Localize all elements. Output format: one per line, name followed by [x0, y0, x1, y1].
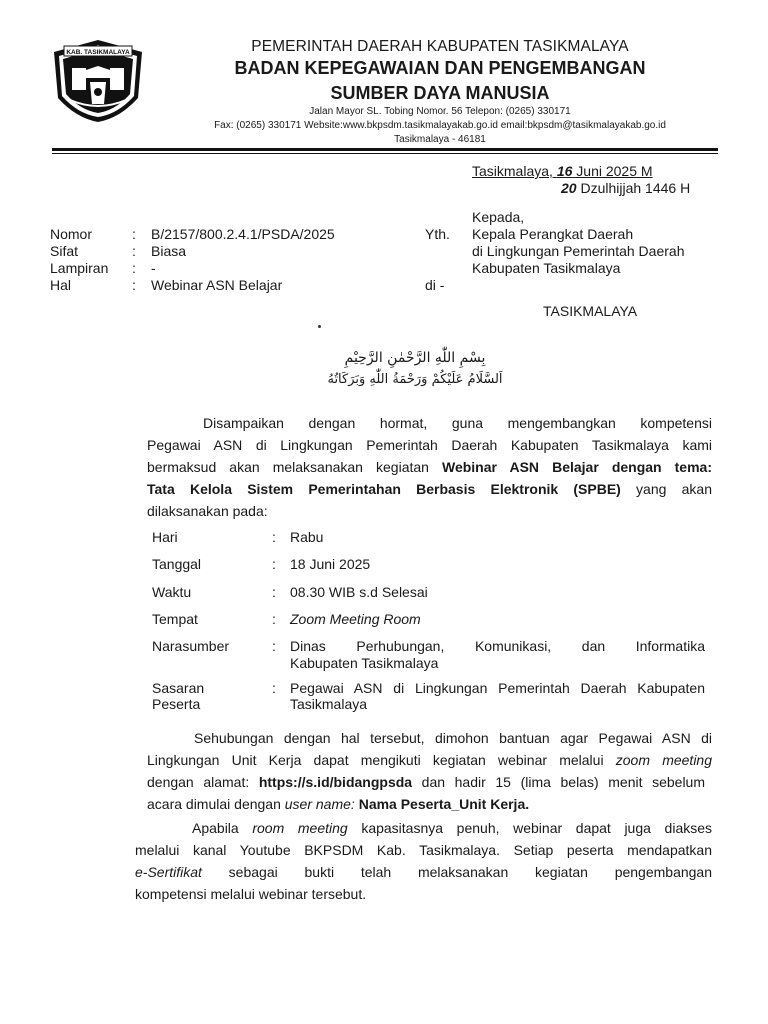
p1-line: bermaksud akan melaksanakan kegiatan Webinar ASN Belajar dengan tema:	[147, 459, 712, 475]
letterhead-city: Tasikmalaya - 46181	[394, 134, 486, 145]
p2-line: acara dimulai dengan user name: Nama Peserta_Unit Kerja.	[147, 796, 530, 812]
p2-line: Lingkungan Unit Kerja dapat mengikuti kegiatan webinar melalui zoom meeting	[147, 752, 712, 768]
nomor-colon: :	[132, 226, 136, 242]
narasumber-colon: :	[272, 638, 276, 654]
narasumber-label: Narasumber	[152, 638, 230, 654]
body-paragraph-2	[147, 727, 712, 815]
p1-line: dilaksanakan pada:	[147, 503, 268, 519]
waktu-colon: :	[272, 584, 276, 600]
nomor-value: B/2157/800.2.4.1/PSDA/2025	[151, 226, 335, 242]
bismillah-calligraphy: بِسْمِ اللّٰهِ الرَّحْمٰنِ الرَّحِيْمِ	[344, 350, 486, 366]
letterhead-rule-thin	[52, 153, 718, 154]
letterhead-contact: Fax: (0265) 330171 Website:www.bkpsdm.tasikmalayakab.go.id email:bkpsdm@tasikmalayakab.go.id	[214, 120, 666, 131]
p2-line: dengan alamat: https://s.id/bidangpsda dan hadir 15 (lima belas) menit sebelum	[147, 774, 705, 790]
sasaran-colon: :	[272, 680, 276, 696]
p3-line: kompetensi melalui webinar tersebut.	[135, 886, 367, 902]
body-paragraph-1	[147, 412, 712, 522]
p1-line: Pegawai ASN di Lingkungan Pemerintah Daerah Kabupaten Tasikmalaya kami	[147, 437, 712, 453]
recipient-yth: Yth.	[425, 226, 450, 242]
hal-colon: :	[132, 277, 136, 293]
p3-line: Apabila room meeting kapasitasnya penuh, webinar dapat juga diakses	[192, 820, 713, 836]
tanggal-value: 18 Juni 2025	[290, 556, 371, 572]
sifat-value: Biasa	[151, 243, 187, 259]
date-gregorian: Tasikmalaya, 16 Juni 2025 M	[472, 163, 653, 179]
lampiran-value: -	[151, 260, 156, 276]
tanggal-label: Tanggal	[152, 556, 202, 572]
nomor-label: Nomor	[50, 226, 93, 242]
lampiran-label: Lampiran	[50, 260, 109, 276]
waktu-value: 08.30 WIB s.d Selesai	[290, 584, 428, 600]
p3-line: e-Sertifikat sebagai bukti telah melaksanakan kegiatan pengembangan	[135, 864, 712, 880]
recipient-line1: Kepala Perangkat Daerah	[472, 226, 634, 242]
p3-line: melalui kanal Youtube BKPSDM Kab. Tasikmalaya. Setiap peserta mendapatkan	[135, 842, 712, 858]
waktu-label: Waktu	[152, 584, 192, 600]
letterhead-agency: BADAN KEPEGAWAIAN DAN PENGEMBANGAN	[234, 58, 646, 78]
p1-line: Tata Kelola Sistem Pemerintahan Berbasis Elektronik (SPBE) yang akan	[147, 481, 712, 497]
sifat-label: Sifat	[50, 243, 79, 259]
narasumber-value-line1: Dinas Perhubungan, Komunikasi, dan Informatika	[290, 638, 705, 654]
sasaran-value-line2: Tasikmalaya	[290, 696, 368, 712]
recipient-place: TASIKMALAYA	[543, 303, 638, 319]
letterhead-address: Jalan Mayor SL. Tobing Nomor. 56 Telepon: (0265) 330171	[309, 106, 571, 117]
hari-colon: :	[272, 529, 276, 545]
narasumber-value-line2: Kabupaten Tasikmalaya	[290, 655, 439, 671]
recipient-line3: Kabupaten Tasikmalaya	[472, 260, 621, 276]
logo-text: KAB. TASIKMALAYA	[66, 49, 130, 56]
sasaran-value-line1: Pegawai ASN di Lingkungan Pemerintah Daerah Kabupaten	[290, 680, 705, 696]
tempat-label: Tempat	[152, 611, 198, 627]
sasaran-label-line1: Sasaran	[152, 680, 205, 696]
regency-logo	[50, 38, 146, 124]
recipient-di: di -	[425, 277, 445, 293]
tanggal-colon: :	[272, 556, 276, 572]
scan-speck	[318, 325, 321, 328]
salam-calligraphy: اَلسَّلَامُ عَلَيْكُمْ وَرَحْمَةُ اللّٰهِ وَبَرَكَاتُهُ	[327, 372, 503, 387]
body-paragraph-3	[135, 817, 712, 905]
tempat-value: Zoom Meeting Room	[290, 611, 421, 627]
hal-value: Webinar ASN Belajar	[151, 277, 283, 293]
date-hijri: 20 Dzulhijjah 1446 H	[561, 180, 691, 196]
hari-value: Rabu	[290, 529, 324, 545]
p1-line: Disampaikan dengan hormat, guna mengembangkan kompetensi	[203, 415, 712, 431]
sifat-colon: :	[132, 243, 136, 259]
lampiran-colon: :	[132, 260, 136, 276]
p2-line: Sehubungan dengan hal tersebut, dimohon bantuan agar Pegawai ASN di	[194, 730, 712, 746]
letterhead-government: PEMERINTAH DAERAH KABUPATEN TASIKMALAYA	[251, 38, 629, 55]
recipient-kepada: Kepada,	[472, 209, 525, 225]
letterhead-agency-cont: SUMBER DAYA MANUSIA	[330, 83, 550, 103]
letterhead-rule-thick	[52, 148, 718, 151]
tempat-colon: :	[272, 611, 276, 627]
hari-label: Hari	[152, 529, 178, 545]
hal-label: Hal	[50, 277, 72, 293]
sasaran-label-line2: Peserta	[152, 696, 201, 712]
recipient-line2: di Lingkungan Pemerintah Daerah	[472, 243, 685, 259]
